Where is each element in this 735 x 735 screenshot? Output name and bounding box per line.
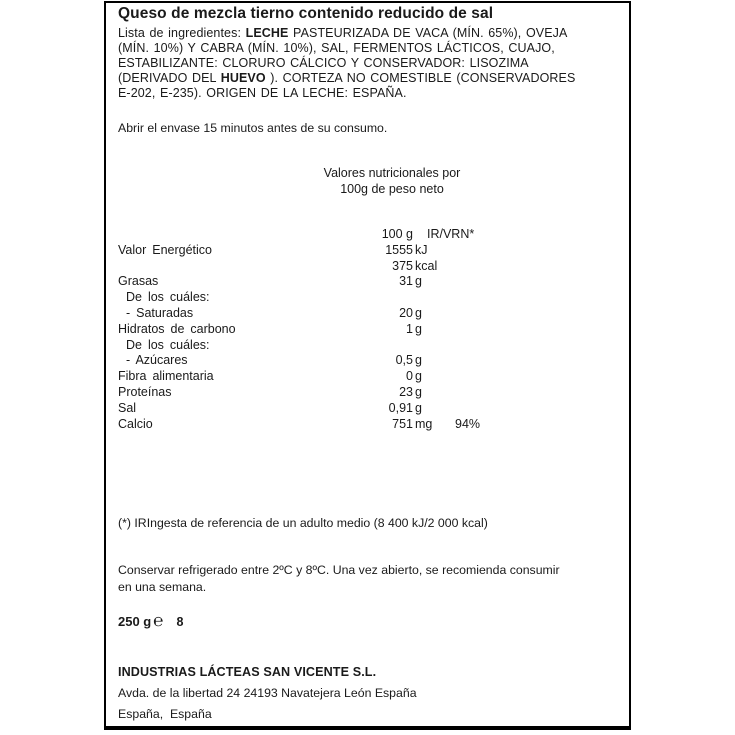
nutrition-heading-line1: Valores nutricionales por (323, 166, 461, 180)
nutrient-value: 0,5 (395, 353, 413, 368)
nutrient-unit: g (415, 321, 422, 336)
units-count: 8 (176, 615, 184, 630)
nutrient-label: - Saturadas (126, 305, 194, 320)
ingredients-line: (DERIVADO DEL HUEVO ). CORTEZA NO COMESTIBLE (CONSERVADORES (118, 71, 576, 85)
nutrition-row (118, 274, 629, 290)
nutrient-label: Fibra alimentaria (118, 369, 214, 384)
nutrient-unit: g (415, 305, 422, 320)
nutrition-row (118, 401, 629, 417)
nutrition-rows (118, 243, 629, 433)
nutrient-label: Grasas (118, 274, 159, 289)
nutrition-row (118, 243, 629, 259)
nutrition-row (118, 385, 629, 401)
nutrition-row (118, 353, 629, 369)
nutrient-unit: kJ (415, 242, 428, 257)
nutrient-unit: g (415, 384, 422, 399)
nutrient-label: Proteínas (118, 384, 172, 399)
open-notice: Abrir el envase 15 minutos antes de su consumo. (118, 121, 388, 135)
nutrient-label: Calcio (118, 416, 153, 431)
nutrient-unit: g (415, 400, 422, 415)
nutrient-value: 751 (392, 416, 413, 431)
nutrient-value: 20 (399, 305, 413, 320)
ingredients-line: ESTABILIZANTE: CLORURO CÁLCICO Y CONSERVADOR: LISOZIMA (118, 56, 529, 70)
storage-notice-line: en una semana. (118, 579, 207, 594)
nutrient-label: Hidratos de carbono (118, 321, 236, 336)
manufacturer-address: Avda. de la libertad 24 24193 Navatejera León España (118, 686, 417, 701)
manufacturer-name: INDUSTRIAS LÁCTEAS SAN VICENTE S.L. (118, 665, 377, 680)
nutrient-value: 23 (399, 384, 413, 399)
nutrient-unit: g (415, 274, 422, 289)
nutrition-row (118, 322, 629, 338)
nutrient-value: 1555 (385, 242, 413, 257)
ingredients-line: (MÍN. 10%) Y CABRA (MÍN. 10%), SAL, FERMENTOS LÁCTICOS, CUAJO, (118, 41, 555, 55)
ingredients-text (106, 26, 629, 101)
product-title: Queso de mezcla tierno contenido reducido de sal (118, 5, 494, 22)
ingredients-line: E-202, E-235). ORIGEN DE LA LECHE: ESPAÑA. (118, 86, 407, 100)
nutrient-label: De los cuáles: (126, 337, 210, 352)
nutrition-row (118, 338, 629, 354)
storage-notice (106, 562, 629, 595)
nutrient-value: 31 (399, 274, 413, 289)
nutrient-value: 0,91 (388, 400, 413, 415)
nutrient-unit: mg (415, 416, 433, 431)
nutrition-heading-line2: 100g de peso neto (340, 182, 444, 196)
column-amount-header: 100 g (381, 227, 413, 241)
net-weight-row (106, 612, 629, 632)
label-border-box (104, 1, 631, 730)
nutrient-unit: g (415, 353, 422, 368)
nutrient-label: Valor Energético (118, 242, 212, 257)
nutrition-row (118, 417, 629, 433)
manufacturer-block (106, 662, 629, 725)
nutrition-row (118, 259, 629, 275)
estimated-sign-icon: ℮ (153, 611, 164, 631)
nutrition-heading (242, 165, 542, 197)
nutrition-header-row (118, 227, 629, 243)
nutrition-row (118, 290, 629, 306)
net-weight-value: 250 g (118, 614, 152, 630)
nutrient-label: Sal (118, 400, 137, 415)
manufacturer-country: España, España (118, 707, 212, 722)
ingredients-line: Lista de ingredientes: LECHE PASTEURIZADA DE VACA (MÍN. 65%), OVEJA (118, 26, 568, 40)
nutrient-value: 375 (392, 258, 413, 273)
nutrient-unit: g (415, 369, 422, 384)
nutrition-row (118, 306, 629, 322)
nutrition-table (106, 227, 629, 432)
column-reference-header: IR/VRN* (427, 227, 475, 241)
reference-footnote: (*) IRIngesta de referencia de un adulto medio (8 400 kJ/2 000 kcal) (118, 516, 488, 531)
storage-notice-line: Conservar refrigerado entre 2ºC y 8ºC. Una vez abierto, se recomienda consumir (118, 563, 560, 578)
nutrient-value: 1 (406, 321, 413, 336)
nutrient-label: - Azúcares (126, 353, 188, 368)
nutrient-label: De los cuáles: (126, 290, 210, 305)
nutrient-value: 0 (406, 369, 413, 384)
nutrition-row (118, 369, 629, 385)
nutrient-reference-percent: 94% (455, 416, 481, 431)
nutrient-unit: kcal (415, 258, 438, 273)
